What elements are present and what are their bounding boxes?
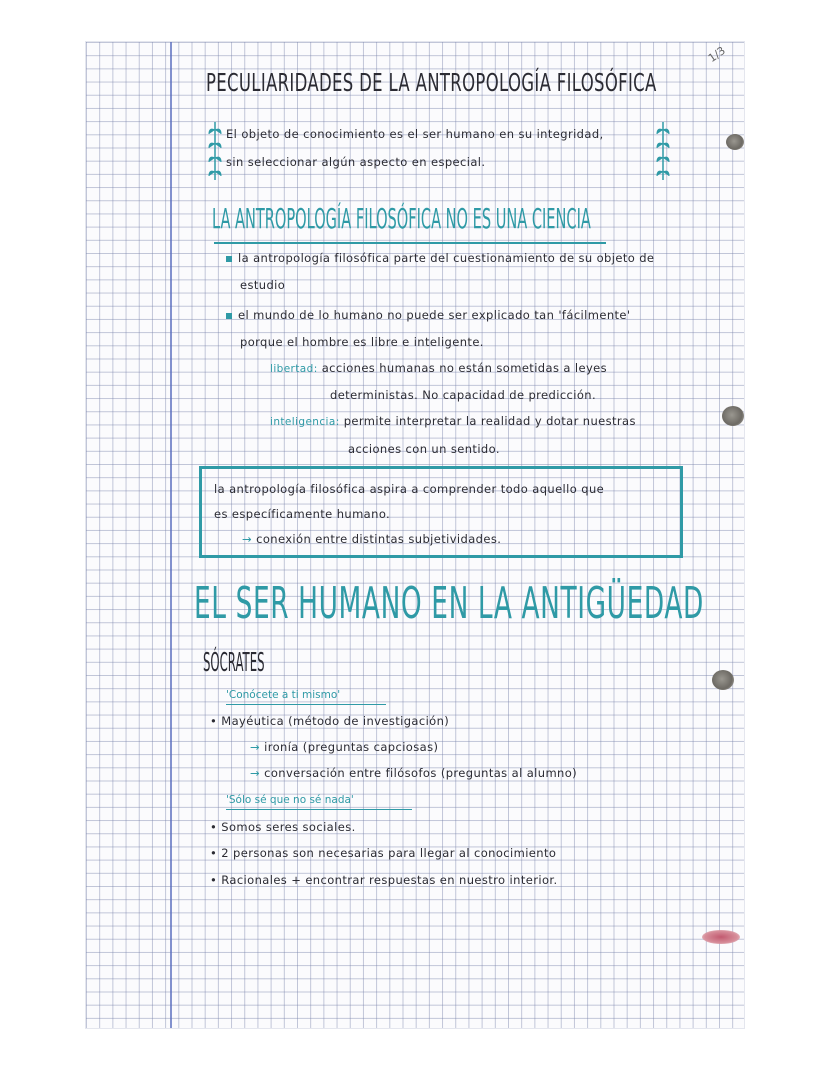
quote-conocete-underline	[226, 704, 386, 705]
arrow-icon: →	[250, 766, 261, 780]
binder-hole	[722, 406, 744, 426]
libertad-line-1: libertad: acciones humanas no están sometidas a leyes	[270, 361, 608, 375]
arrow-icon: →	[242, 532, 253, 546]
arrow-icon: →	[250, 740, 261, 754]
definition-line-2: sin seleccionar algún aspecto en especial.	[226, 155, 486, 169]
margin-line	[170, 42, 172, 1028]
inteligencia-line-1: inteligencia: permite interpretar la realidad y dotar nuestras	[270, 414, 636, 428]
definition-line-1: El objeto de conocimiento es el ser humano en su integridad,	[226, 127, 604, 141]
binder-hole	[712, 670, 734, 690]
section-heading-ciencia: LA ANTROPOLOGÍA FILOSÓFICA NO ES UNA CIENCIA	[212, 202, 591, 235]
summary-line-3: → conexión entre distintas subjetividades.	[242, 532, 502, 546]
bullet-2-line-1: el mundo de lo humano no puede ser explicado tan 'fácilmente'	[226, 308, 630, 322]
notebook-page	[86, 42, 744, 1028]
bullet-1-line-2: estudio	[240, 278, 286, 292]
mayeutica-line: • Mayéutica (método de investigación)	[210, 714, 450, 728]
summary-line-2: es específicamente humano.	[214, 507, 391, 521]
summary-line-1: la antropología filosófica aspira a comprender todo aquello que	[214, 482, 605, 496]
square-bullet-icon	[226, 313, 232, 319]
point-2: • 2 personas son necesarias para llegar al conocimiento	[210, 846, 557, 860]
conversacion-line: → conversación entre filósofos (preguntas al alumno)	[250, 766, 578, 780]
libertad-label: libertad:	[270, 363, 318, 375]
quote-conocete: 'Conócete a ti mismo'	[226, 689, 341, 701]
inteligencia-label: inteligencia:	[270, 416, 340, 428]
page-corner-mark: 1/3	[705, 44, 728, 65]
section-heading-antiguedad: EL SER HUMANO EN LA ANTIGÜEDAD	[194, 578, 704, 629]
right-vine-icon	[656, 122, 670, 180]
bullet-2-line-2: porque el hombre es libre e inteligente.	[240, 335, 484, 349]
square-bullet-icon	[226, 256, 232, 262]
quote-solo-se-underline	[226, 809, 412, 810]
point-1: • Somos seres sociales.	[210, 820, 356, 834]
left-vine-icon	[208, 122, 222, 180]
red-stain	[702, 930, 740, 944]
page-title: PECULIARIDADES DE LA ANTROPOLOGÍA FILOSÓFICA	[206, 68, 657, 97]
point-3: • Racionales + encontrar respuestas en nuestro interior.	[210, 873, 558, 887]
quote-solo-se: 'Sólo sé que no sé nada'	[226, 794, 354, 806]
section-heading-underline	[214, 242, 606, 244]
libertad-line-2: deterministas. No capacidad de predicción.	[330, 388, 597, 402]
inteligencia-line-2: acciones con un sentido.	[348, 442, 500, 456]
bullet-1-line-1: la antropología filosófica parte del cuestionamiento de su objeto de	[226, 251, 654, 265]
ironia-line: → ironía (preguntas capciosas)	[250, 740, 439, 754]
binder-hole	[726, 134, 744, 150]
subheading-socrates: SÓCRATES	[203, 648, 265, 678]
